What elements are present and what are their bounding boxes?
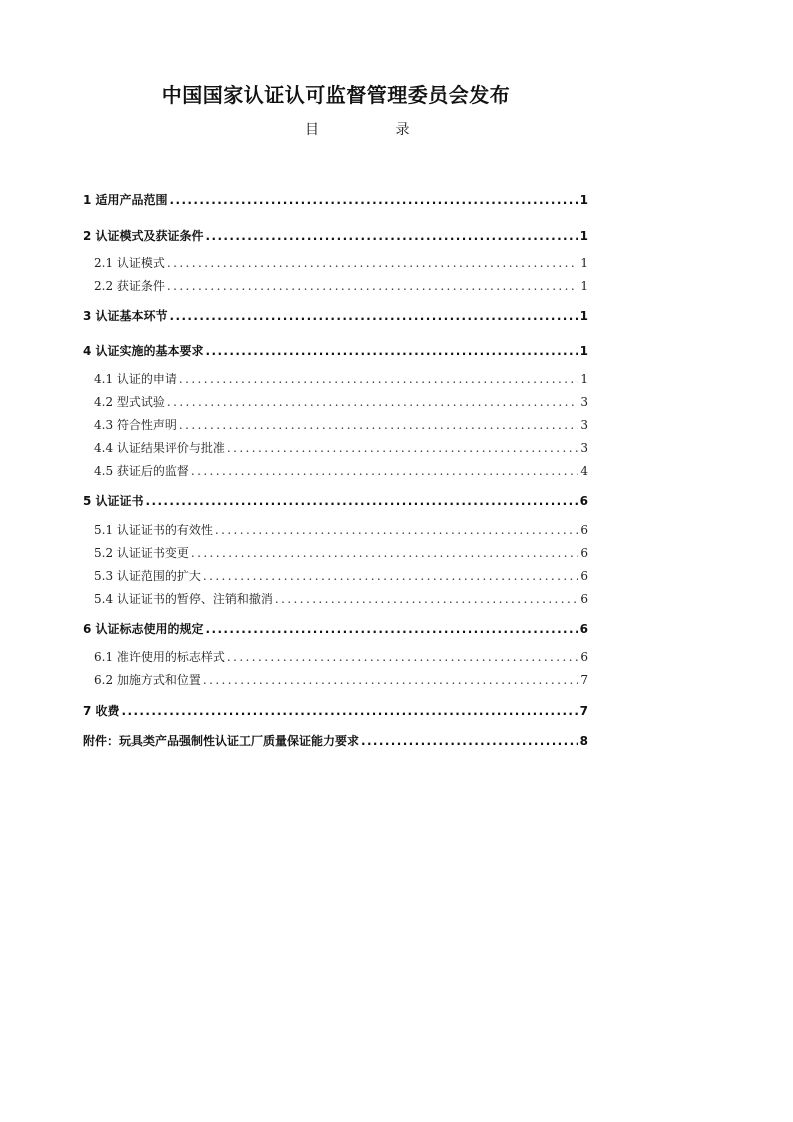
toc-entry-label: 2.2 获证条件 <box>94 279 165 293</box>
toc-page-number: 1 <box>580 279 588 293</box>
toc-heading: 目 录 <box>305 122 446 138</box>
toc-page-number: 7 <box>580 673 588 687</box>
toc-section-entry[interactable] <box>83 307 588 325</box>
toc-page-number: 4 <box>580 464 588 478</box>
toc-entry-label: 5.3 认证范围的扩大 <box>94 569 201 583</box>
toc-dot-leader <box>227 439 578 457</box>
toc-entry-label: 4.2 型式试验 <box>94 395 165 409</box>
toc-page-number: 1 <box>579 193 588 207</box>
toc-page-number: 3 <box>580 418 588 432</box>
toc-section-entry[interactable] <box>83 492 588 510</box>
toc-dot-leader <box>215 521 578 539</box>
toc-page-number: 1 <box>579 309 588 323</box>
toc-entry-label: 5.4 认证证书的暂停、注销和撤消 <box>94 592 273 606</box>
toc-page-number: 6 <box>579 494 588 508</box>
toc-section-entry[interactable] <box>83 620 588 638</box>
toc-entry-label: 附件：玩具类产品强制性认证工厂质量保证能力要求 <box>83 734 360 748</box>
toc-page-number: 1 <box>579 344 588 358</box>
toc-subsection-entry[interactable] <box>94 277 588 295</box>
toc-page-number: 1 <box>580 256 588 270</box>
toc-section-entry[interactable] <box>83 191 588 209</box>
toc-dot-leader <box>227 648 578 666</box>
toc-subsection-entry[interactable] <box>94 393 588 411</box>
toc-entry-label: 5.1 认证证书的有效性 <box>94 523 213 537</box>
toc-dot-leader <box>167 254 578 272</box>
toc-page-number: 6 <box>580 523 588 537</box>
toc-subsection-entry[interactable] <box>94 671 588 689</box>
toc-subsection-entry[interactable] <box>94 254 588 272</box>
toc-page-number: 8 <box>579 734 588 748</box>
toc-entry-label: 5 认证证书 <box>83 494 144 508</box>
toc-page-number: 1 <box>580 372 588 386</box>
toc-entry-label: 4.4 认证结果评价与批准 <box>94 441 225 455</box>
toc-entry-label: 2.1 认证模式 <box>94 256 165 270</box>
toc-entry-label: 1 适用产品范围 <box>83 193 168 207</box>
toc-section-entry[interactable] <box>83 732 588 750</box>
toc-entry-label: 6 认证标志使用的规定 <box>83 622 204 636</box>
toc-dot-leader <box>206 620 578 638</box>
toc-dot-leader <box>206 342 578 360</box>
toc-entry-label: 5.2 认证证书变更 <box>94 546 189 560</box>
toc-entry-label: 6.2 加施方式和位置 <box>94 673 201 687</box>
toc-section-entry[interactable] <box>83 702 588 720</box>
toc-page-number: 6 <box>580 650 588 664</box>
toc-page-number: 1 <box>579 229 588 243</box>
toc-dot-leader <box>206 227 578 245</box>
toc-entry-label: 2 认证模式及获证条件 <box>83 229 204 243</box>
toc-dot-leader <box>179 370 578 388</box>
toc-subsection-entry[interactable] <box>94 370 588 388</box>
document-title: 中国国家认证认可监督管理委员会发布 <box>161 83 511 107</box>
toc-dot-leader <box>170 191 578 209</box>
toc-subsection-entry[interactable] <box>94 648 588 666</box>
toc-dot-leader <box>191 462 578 480</box>
toc-entry-label: 6.1 准许使用的标志样式 <box>94 650 225 664</box>
toc-page-number: 3 <box>580 441 588 455</box>
toc-dot-leader <box>191 544 578 562</box>
toc-dot-leader <box>179 416 578 434</box>
toc-dot-leader <box>170 307 578 325</box>
toc-subsection-entry[interactable] <box>94 521 588 539</box>
toc-entry-label: 4.5 获证后的监督 <box>94 464 189 478</box>
toc-dot-leader <box>203 567 578 585</box>
toc-entry-label: 7 收费 <box>83 704 120 718</box>
toc-page-number: 6 <box>580 546 588 560</box>
toc-subsection-entry[interactable] <box>94 590 588 608</box>
toc-dot-leader <box>167 393 578 411</box>
toc-section-entry[interactable] <box>83 227 588 245</box>
toc-subsection-entry[interactable] <box>94 544 588 562</box>
toc-entry-label: 4.3 符合性声明 <box>94 418 177 432</box>
toc-section-entry[interactable] <box>83 342 588 360</box>
toc-dot-leader <box>167 277 578 295</box>
toc-subsection-entry[interactable] <box>94 567 588 585</box>
toc-dot-leader <box>361 732 578 750</box>
toc-page-number: 7 <box>579 704 588 718</box>
toc-subsection-entry[interactable] <box>94 462 588 480</box>
toc-page-number: 6 <box>579 622 588 636</box>
toc-subsection-entry[interactable] <box>94 439 588 457</box>
toc-subsection-entry[interactable] <box>94 416 588 434</box>
toc-dot-leader <box>146 492 578 510</box>
toc-dot-leader <box>203 671 578 689</box>
toc-entry-label: 4 认证实施的基本要求 <box>83 344 204 358</box>
toc-dot-leader <box>275 590 578 608</box>
toc-page-number: 3 <box>580 395 588 409</box>
toc-entry-label: 3 认证基本环节 <box>83 309 168 323</box>
toc-page-number: 6 <box>580 569 588 583</box>
toc-dot-leader <box>122 702 578 720</box>
toc-page-number: 6 <box>580 592 588 606</box>
toc-entry-label: 4.1 认证的申请 <box>94 372 177 386</box>
